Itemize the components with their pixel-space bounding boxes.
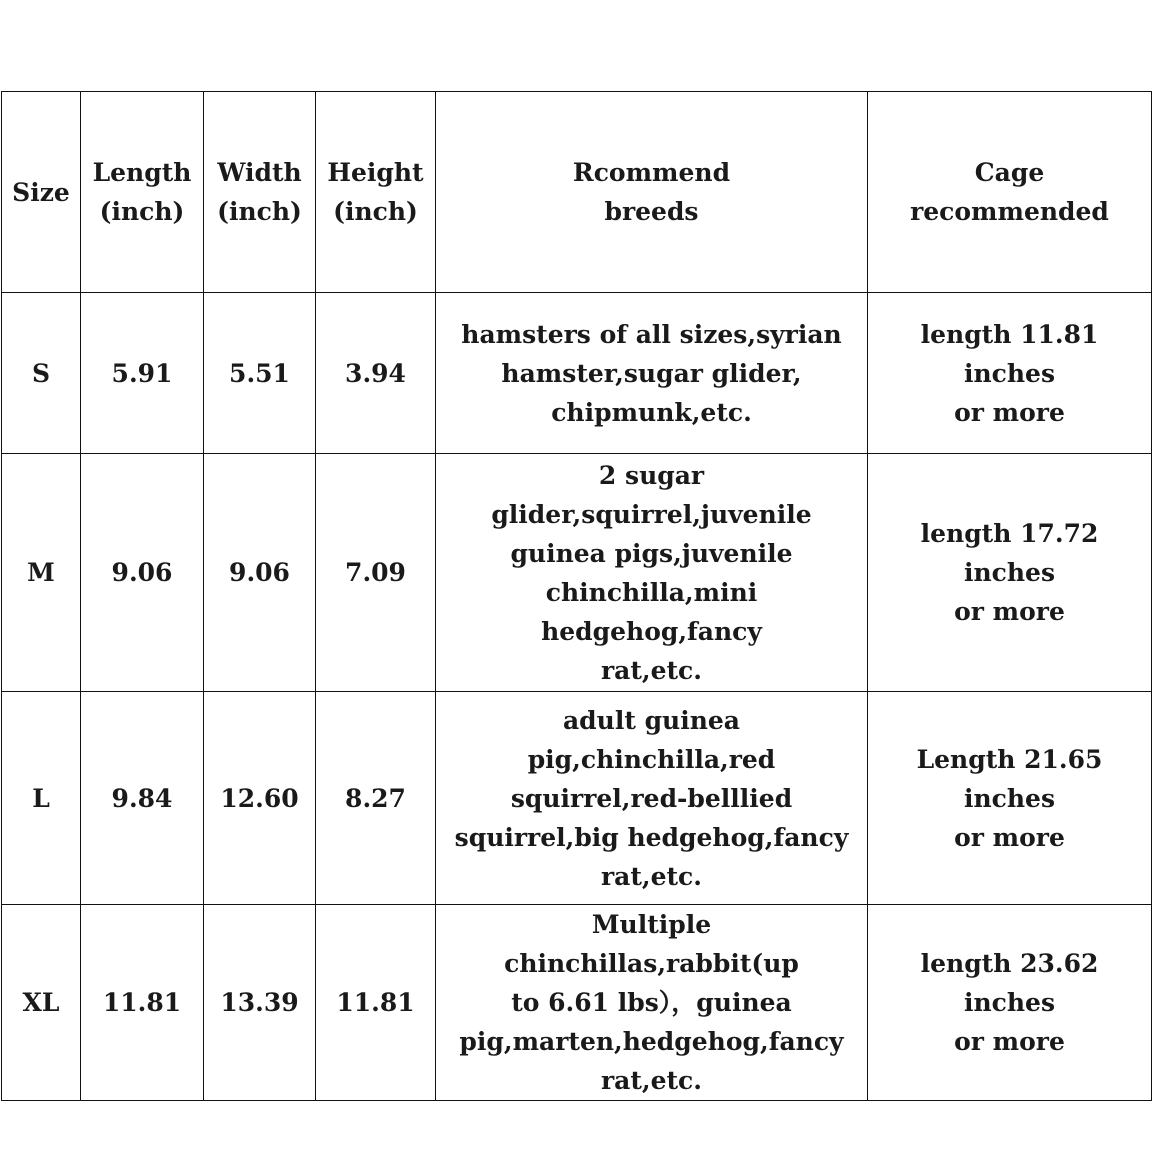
width-cell: 5.51 bbox=[204, 293, 316, 454]
cage-cell: length 11.81 inches or more bbox=[868, 293, 1152, 454]
cage-cell: length 23.62 inches or more bbox=[868, 905, 1152, 1101]
height-cell: 3.94 bbox=[316, 293, 436, 454]
height-cell: 11.81 bbox=[316, 905, 436, 1101]
header-cage: Cage recommended bbox=[868, 92, 1152, 293]
cage-cell: length 17.72 inches or more bbox=[868, 454, 1152, 692]
header-length: Length (inch) bbox=[81, 92, 204, 293]
length-cell: 5.91 bbox=[81, 293, 204, 454]
header-width: Width (inch) bbox=[204, 92, 316, 293]
width-cell: 9.06 bbox=[204, 454, 316, 692]
cage-cell: Length 21.65 inches or more bbox=[868, 692, 1152, 905]
table-row bbox=[2, 692, 1152, 905]
length-cell: 9.84 bbox=[81, 692, 204, 905]
breeds-cell: adult guinea pig,chinchilla,red squirrel,red-belllied squirrel,big hedgehog,fancy rat,etc. bbox=[436, 692, 868, 905]
breeds-cell: 2 sugar glider,squirrel,juvenile guinea pigs,juvenile chinchilla,mini hedgehog,fancy rat,etc. bbox=[436, 454, 868, 692]
table-row bbox=[2, 905, 1152, 1101]
table-row bbox=[2, 293, 1152, 454]
breeds-cell: hamsters of all sizes,syrian hamster,sugar glider, chipmunk,etc. bbox=[436, 293, 868, 454]
header-height: Height (inch) bbox=[316, 92, 436, 293]
table-header-row bbox=[2, 92, 1152, 293]
header-size: Size bbox=[2, 92, 81, 293]
size-cell: S bbox=[2, 293, 81, 454]
size-cell: L bbox=[2, 692, 81, 905]
size-cell: M bbox=[2, 454, 81, 692]
length-cell: 11.81 bbox=[81, 905, 204, 1101]
height-cell: 7.09 bbox=[316, 454, 436, 692]
breeds-cell: Multiple chinchillas,rabbit(up to 6.61 lbs），guinea pig,marten,hedgehog,fancy rat,etc. bbox=[436, 905, 868, 1101]
header-breeds: Rcommend breeds bbox=[436, 92, 868, 293]
height-cell: 8.27 bbox=[316, 692, 436, 905]
size-chart-table bbox=[1, 91, 1152, 1101]
table-row bbox=[2, 454, 1152, 692]
width-cell: 12.60 bbox=[204, 692, 316, 905]
width-cell: 13.39 bbox=[204, 905, 316, 1101]
length-cell: 9.06 bbox=[81, 454, 204, 692]
size-cell: XL bbox=[2, 905, 81, 1101]
